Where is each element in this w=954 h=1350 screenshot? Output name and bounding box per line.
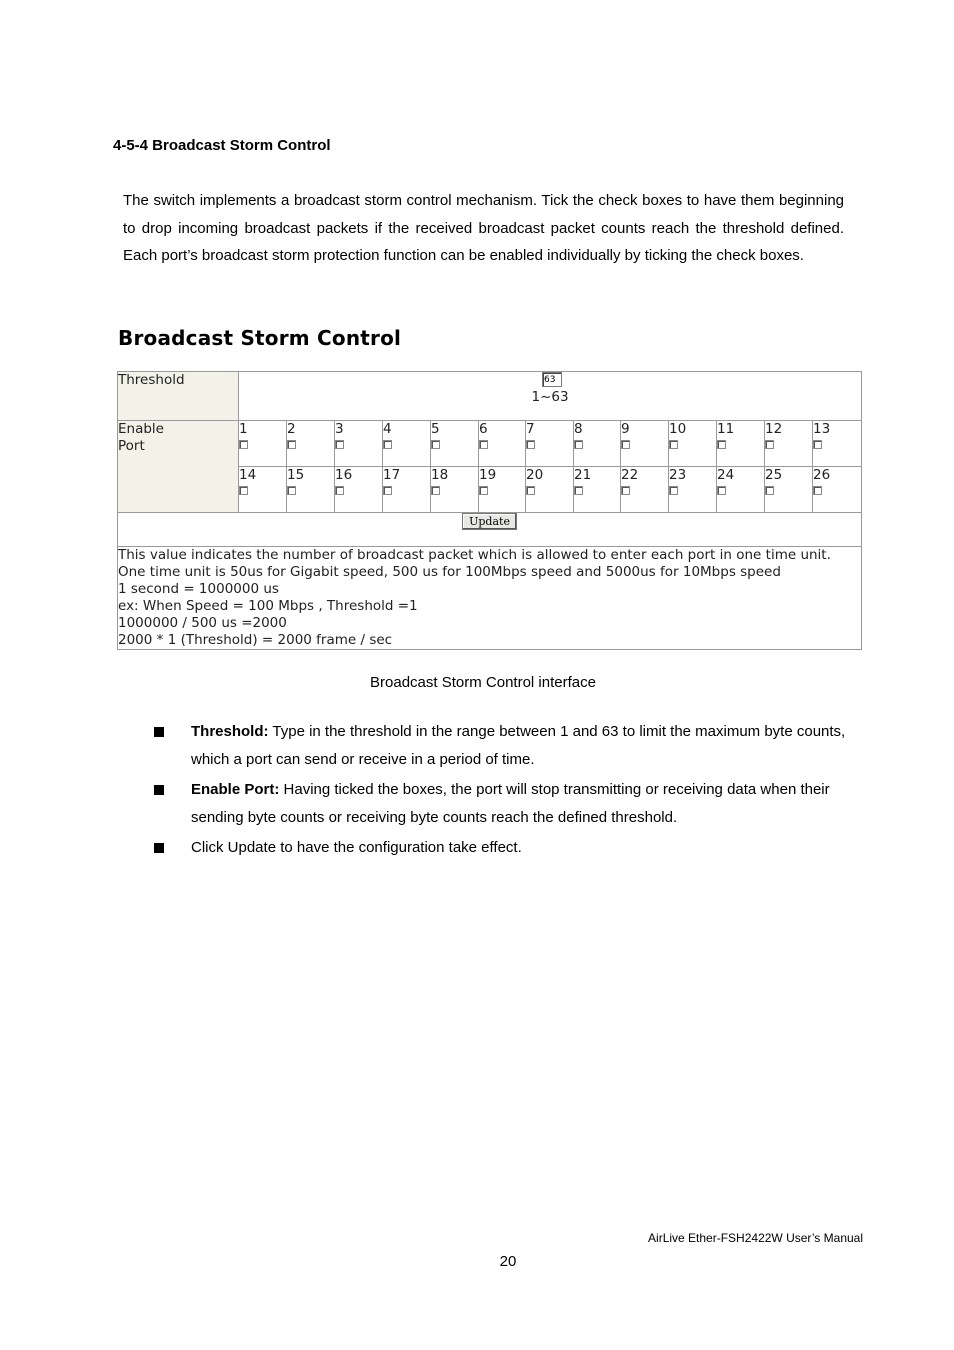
- note-line: This value indicates the number of broadcast packet which is allowed to enter each port in one time unit. One time unit is 50us for Gigabit speed, 500 us for 100Mbps speed and 5000us for 10Mbps speed: [118, 547, 831, 580]
- port-number: 20: [526, 467, 544, 483]
- port-cell: [431, 421, 479, 467]
- port-cell: [621, 467, 669, 513]
- ui-title: Broadcast Storm Control: [118, 326, 402, 350]
- port-checkbox[interactable]: [431, 486, 440, 495]
- broadcast-storm-table: [117, 371, 862, 650]
- port-cell: [574, 467, 621, 513]
- footer-manual-name: AirLive Ether-FSH2422W User’s Manual: [648, 1231, 863, 1245]
- port-checkbox[interactable]: [431, 440, 440, 449]
- threshold-label: Threshold: [118, 372, 239, 421]
- port-cell: [526, 421, 574, 467]
- port-checkbox[interactable]: [287, 486, 296, 495]
- port-checkbox[interactable]: [813, 440, 822, 449]
- port-cell: [479, 421, 526, 467]
- port-number: 24: [717, 467, 735, 483]
- square-bullet-icon: [154, 843, 164, 853]
- port-cell: [717, 421, 765, 467]
- update-cell: [118, 513, 862, 547]
- port-number: 14: [239, 467, 257, 483]
- port-cell: [239, 467, 287, 513]
- port-checkbox[interactable]: [669, 486, 678, 495]
- port-number: 15: [287, 467, 305, 483]
- port-checkbox[interactable]: [479, 440, 488, 449]
- port-number: 25: [765, 467, 783, 483]
- port-number: 23: [669, 467, 687, 483]
- bullet-item: [152, 718, 846, 774]
- port-checkbox[interactable]: [287, 440, 296, 449]
- port-cell: [383, 467, 431, 513]
- port-cell: [813, 467, 862, 513]
- square-bullet-icon: [154, 785, 164, 795]
- bullet-text: Click Update to have the configuration take effect.: [191, 839, 522, 856]
- ports-row-1: [118, 421, 862, 467]
- enable-port-label-line2: Port: [118, 438, 145, 454]
- port-number: 4: [383, 421, 392, 437]
- port-cell: [239, 421, 287, 467]
- bullet-item: [152, 776, 846, 832]
- port-cell: [479, 467, 526, 513]
- update-row: [118, 513, 862, 547]
- port-checkbox[interactable]: [526, 486, 535, 495]
- bullet-item: [152, 834, 846, 862]
- page-number: 20: [499, 1253, 517, 1270]
- note-line: 1 second = 1000000 us: [118, 581, 279, 597]
- port-number: 8: [574, 421, 583, 437]
- port-checkbox[interactable]: [383, 486, 392, 495]
- port-number: 2: [287, 421, 296, 437]
- port-number: 10: [669, 421, 687, 437]
- note-line: ex: When Speed = 100 Mbps , Threshold =1: [118, 598, 418, 614]
- port-number: 3: [335, 421, 344, 437]
- port-checkbox[interactable]: [621, 486, 630, 495]
- bullet-term: Enable Port:: [191, 781, 280, 798]
- port-number: 19: [479, 467, 497, 483]
- bullet-text: Type in the threshold in the range between 1 and 63 to limit the maximum byte counts, which a port can send or receive in a period of time.: [191, 723, 846, 768]
- port-number: 21: [574, 467, 592, 483]
- port-cell: [765, 467, 813, 513]
- note-row: [118, 547, 862, 650]
- port-checkbox[interactable]: [479, 486, 488, 495]
- section-heading: 4-5-4 Broadcast Storm Control: [113, 137, 331, 154]
- port-cell: [526, 467, 574, 513]
- port-checkbox[interactable]: [717, 440, 726, 449]
- update-button[interactable]: Update: [462, 513, 517, 530]
- port-checkbox[interactable]: [574, 486, 583, 495]
- port-cell: [335, 421, 383, 467]
- port-cell: [335, 467, 383, 513]
- port-cell: [813, 421, 862, 467]
- port-number: 9: [621, 421, 630, 437]
- port-cell: [574, 421, 621, 467]
- port-number: 17: [383, 467, 401, 483]
- bullet-list: [152, 718, 846, 864]
- port-number: 18: [431, 467, 449, 483]
- port-number: 22: [621, 467, 639, 483]
- threshold-input[interactable]: [542, 372, 562, 387]
- port-number: 26: [813, 467, 831, 483]
- threshold-cell: [239, 372, 862, 421]
- enable-port-label-line1: Enable: [118, 421, 164, 437]
- port-number: 11: [717, 421, 735, 437]
- port-number: 16: [335, 467, 353, 483]
- figure-caption: Broadcast Storm Control interface: [370, 674, 596, 691]
- port-number: 7: [526, 421, 535, 437]
- port-cell: [669, 467, 717, 513]
- port-number: 1: [239, 421, 248, 437]
- note-cell: [118, 547, 862, 650]
- port-number: 6: [479, 421, 488, 437]
- port-checkbox[interactable]: [239, 440, 248, 449]
- square-bullet-icon: [154, 727, 164, 737]
- bullet-text: Having ticked the boxes, the port will stop transmitting or receiving data when their sending byte counts or receiving byte counts reach the defined threshold.: [191, 781, 830, 826]
- note-line: 1000000 / 500 us =2000: [118, 615, 287, 631]
- port-checkbox[interactable]: [239, 486, 248, 495]
- intro-paragraph: The switch implements a broadcast storm control mechanism. Tick the check boxes to have them beginning to drop incoming broadcast packets if the received broadcast packet counts reach the threshold defined. Each port’s broadcast storm protection function can be enabled individually by ticking the check boxes.: [123, 192, 844, 265]
- port-number: 5: [431, 421, 440, 437]
- port-checkbox[interactable]: [335, 440, 344, 449]
- port-checkbox[interactable]: [765, 486, 774, 495]
- bullet-term: Threshold:: [191, 723, 269, 740]
- port-number: 12: [765, 421, 783, 437]
- port-checkbox[interactable]: [669, 440, 678, 449]
- port-cell: [383, 421, 431, 467]
- port-cell: [669, 421, 717, 467]
- port-cell: [431, 467, 479, 513]
- port-cell: [287, 467, 335, 513]
- port-checkbox[interactable]: [383, 440, 392, 449]
- port-checkbox[interactable]: [335, 486, 344, 495]
- port-cell: [621, 421, 669, 467]
- port-checkbox[interactable]: [765, 440, 774, 449]
- port-checkbox[interactable]: [621, 440, 630, 449]
- port-cell: [287, 421, 335, 467]
- threshold-range: 1~63: [531, 389, 569, 405]
- port-checkbox[interactable]: [717, 486, 726, 495]
- threshold-row: [118, 372, 862, 421]
- note-line: 2000 * 1 (Threshold) = 2000 frame / sec: [118, 632, 393, 648]
- port-checkbox[interactable]: [813, 486, 822, 495]
- port-number: 13: [813, 421, 831, 437]
- enable-port-label: [118, 421, 239, 513]
- port-checkbox[interactable]: [526, 440, 535, 449]
- port-cell: [717, 467, 765, 513]
- port-checkbox[interactable]: [574, 440, 583, 449]
- port-cell: [765, 421, 813, 467]
